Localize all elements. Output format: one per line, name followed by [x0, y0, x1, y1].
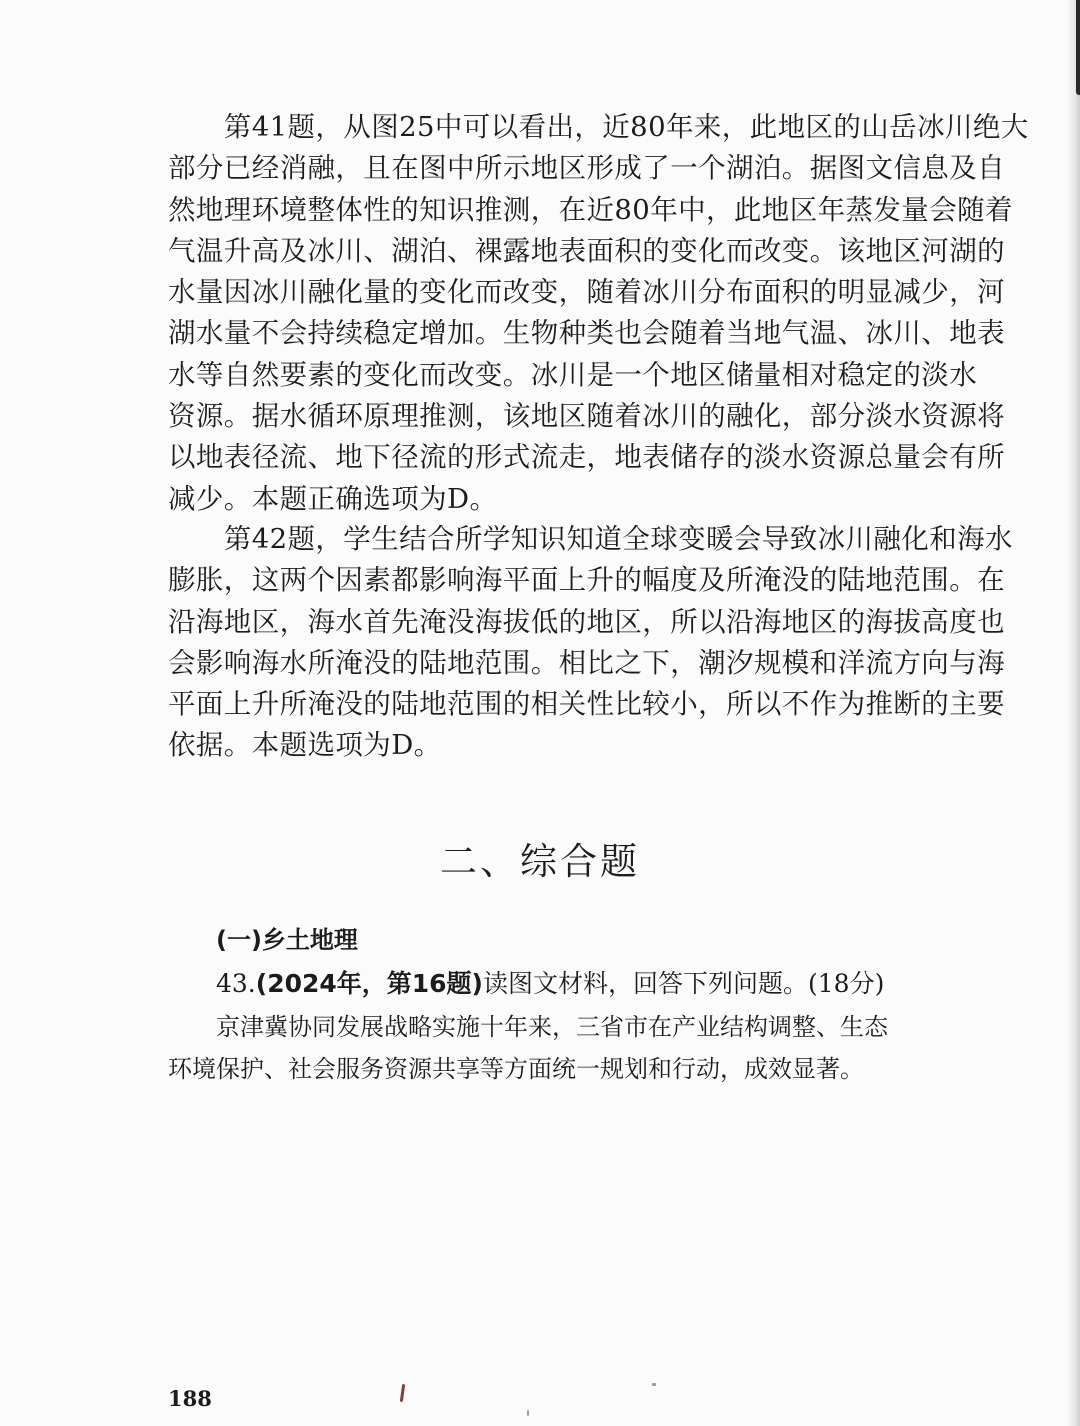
text-line: 气温升高及冰川、湖泊、裸露地表面积的变化而改变。该地区河湖的	[168, 234, 1005, 267]
text-line: 湖水量不会持续稳定增加。生物种类也会随着当地气温、冰川、地表	[168, 317, 1005, 350]
section-title: 二、综合题	[440, 840, 640, 883]
question-material	[168, 1006, 938, 1090]
page-number: 188	[168, 1386, 212, 1411]
q42-explanation	[168, 519, 1013, 767]
text-line: 部分已经消融，且在图中所示地区形成了一个湖泊。据图文信息及自	[168, 152, 1005, 185]
question-number: 43.	[216, 969, 256, 998]
text-line: 会影响海水所淹没的陆地范围。相比之下，潮汐规模和洋流方向与海	[168, 646, 1005, 679]
ink-mark	[400, 1384, 405, 1402]
text-line: 以地表径流、地下径流的形式流走，地表储存的淡水资源总量会有所	[168, 441, 1005, 474]
scan-speck	[527, 1410, 529, 1416]
text-line: 资源。据水循环原理推测，该地区随着冰川的融化，部分淡水资源将	[168, 400, 1005, 433]
text-line: 第42题，学生结合所学知识知道全球变暖会导致冰川融化和海水	[168, 523, 1013, 555]
question-prompt: 读图文材料，回答下列问题。	[483, 969, 809, 998]
text-line: 然地理环境整体性的知识推测，在近80年中，此地区年蒸发量会随着	[168, 193, 1013, 226]
q41-explanation	[168, 107, 1029, 520]
material-line: 环境保护、社会服务资源共享等方面统一规划和行动，成效显著。	[168, 1055, 864, 1083]
question-score: (18分)	[808, 969, 885, 998]
text-line: 平面上升所淹没的陆地范围的相关性比较小，所以不作为推断的主要	[168, 688, 1005, 721]
material-line: 京津冀协同发展战略实施十年来，三省市在产业结构调整、生态	[168, 1013, 888, 1041]
scan-speck	[652, 1383, 656, 1386]
page-edge-mark	[1076, 0, 1080, 95]
text-line: 减少。本题正确选项为D。	[168, 482, 498, 515]
text-line: 膨胀，这两个因素都影响海平面上升的幅度及所淹没的陆地范围。在	[168, 564, 1005, 597]
question-source: (2024年，第16题)	[255, 969, 483, 998]
text-line: 水量因冰川融化量的变化而改变，随着冰川分布面积的明显减少，河	[168, 276, 1005, 309]
text-line: 第41题，从图25中可以看出，近80年来，此地区的山岳冰川绝大	[168, 111, 1029, 143]
text-line: 依据。本题选项为D。	[168, 729, 442, 762]
text-line: 水等自然要素的变化而改变。冰川是一个地区储量相对稳定的淡水	[168, 358, 978, 391]
text-line: 沿海地区，海水首先淹没海拔低的地区，所以沿海地区的海拔高度也	[168, 605, 1005, 638]
subsection-heading: (一)乡土地理	[216, 926, 358, 954]
question-43	[216, 962, 884, 1006]
page-edge-shadow	[1066, 0, 1080, 1426]
